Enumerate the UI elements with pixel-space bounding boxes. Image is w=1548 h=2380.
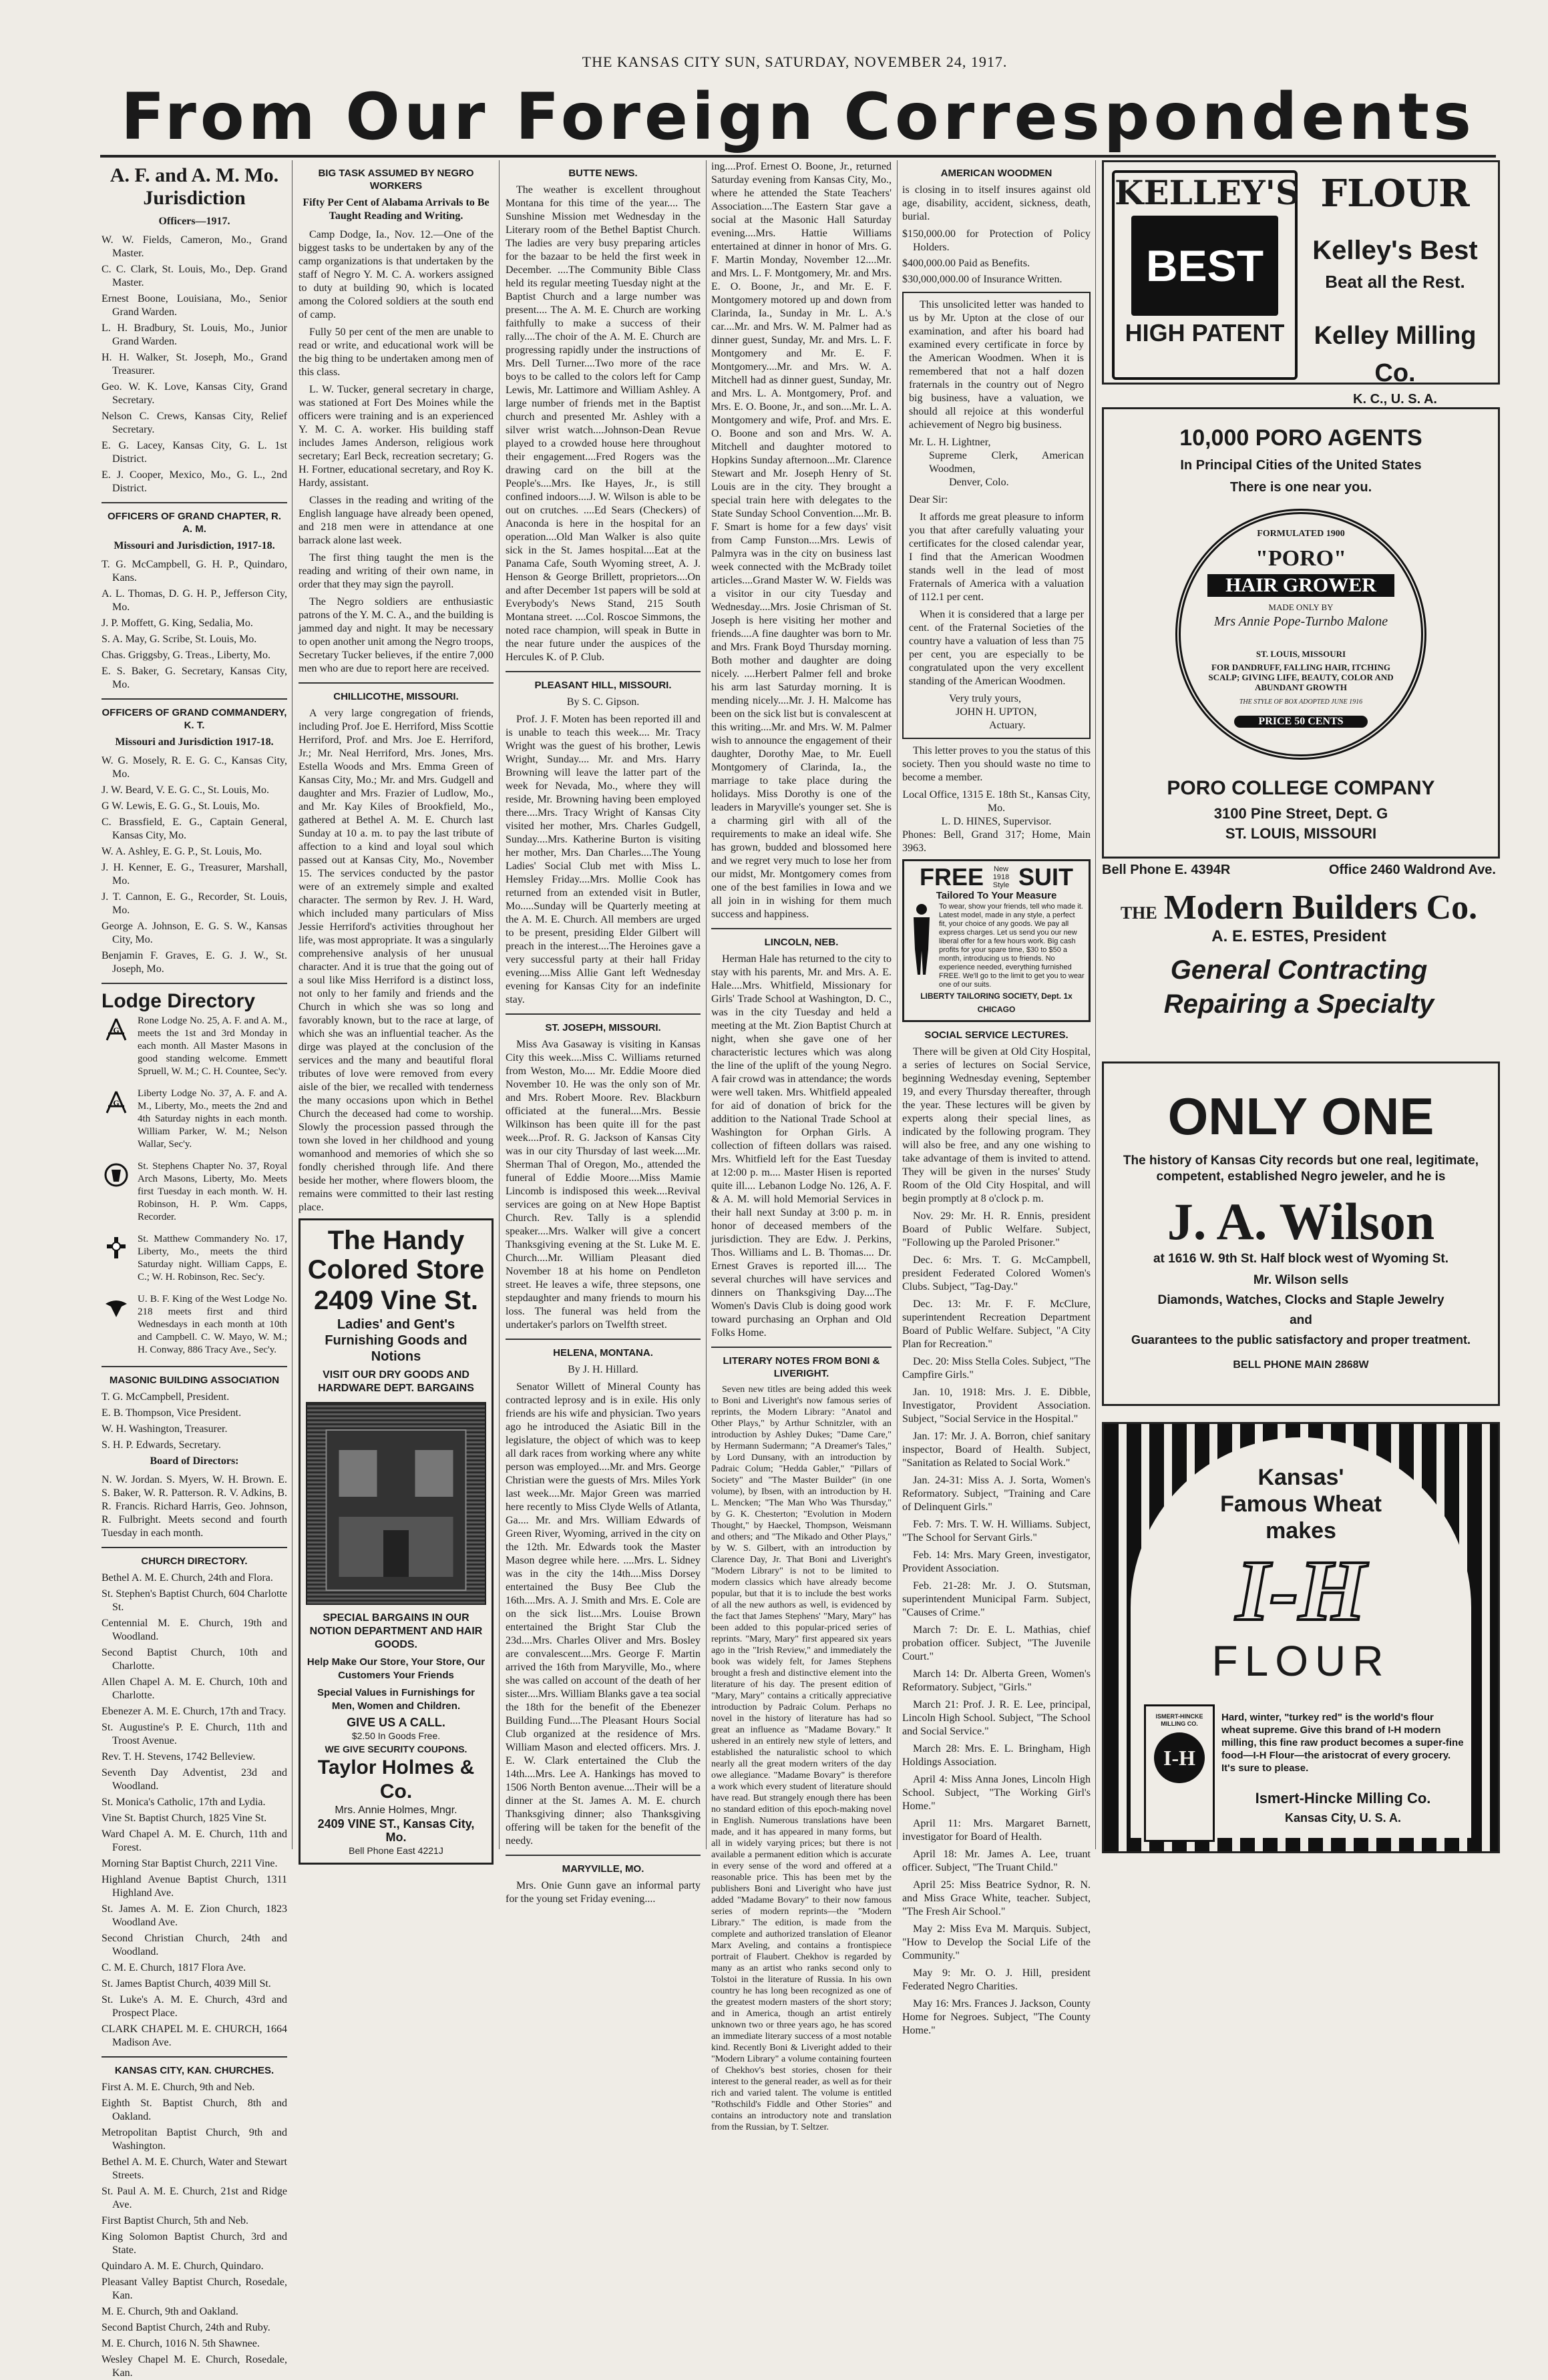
chillicothe-heading: CHILLICOTHE, MISSOURI. (333, 691, 459, 702)
mb-the: THE (1120, 903, 1157, 923)
chapter-entry: S. A. May, G. Scribe, St. Louis, Mo. (102, 634, 257, 645)
article-paragraph: Camp Dodge, Ia., Nov. 12.—One of the biggest tasks to be undertaken by any of the camp organizations is that undertaken by the staff of Negro Y. M. C. A. workers assigned to duty at building 90, which is located among the Colored soldiers at the south end of camp. (299, 229, 494, 320)
helena-byline: By J. H. Hillard. (568, 1364, 638, 1375)
section-rule (299, 682, 494, 684)
church-entry: Ward Chapel A. M. E. Church, 11th and Forest. (102, 1829, 287, 1853)
section-rule (102, 698, 287, 700)
lodge-text: Rone Lodge No. 25, A. F. and A. M., meets the 1st and 3rd Monday in each month. All Master Masons in good standing welcome. Emmett Spruell, W. M.; C. H. Countee, Sec'y. (138, 1015, 287, 1077)
woodmen-phones: Phones: Bell, Grand 317; Home, Main 3963. (902, 829, 1091, 854)
woodmen-closing: Very truly yours, (949, 693, 1021, 704)
woodmen-supervisor: L. D. HINES, Supervisor. (941, 816, 1052, 827)
ad-store-address: 2409 Vine St. (313, 1286, 479, 1315)
square-compass-icon (102, 1088, 131, 1117)
commandery-entry: J. T. Cannon, E. G., Recorder, St. Louis, Mo. (102, 891, 287, 916)
suit-firm: LIBERTY TAILORING SOCIETY, Dept. 1x CHICAGO (920, 991, 1073, 1014)
lodge-directory-title: Lodge Directory (102, 990, 256, 1012)
church-entry: Quindaro A. M. E. Church, Quindaro. (102, 2260, 264, 2272)
board-heading: Board of Directors: (150, 1455, 239, 1467)
pleasant-hill-paragraph: Prof. J. F. Moten has been reported ill and is unable to teach this week.... Mr. Tracy Wright was the guest of his brother, Lewis Wright, Sunday.... Mr. and Mrs. Harry Browning will leave the latter part of the week for Nevada, Mo., where they will reside, Mr. Browning having been employed there....Mrs. Tracy Wright of Kansas City visited her mother, Mrs. Charles Gudgell, Sunday....Mrs. Katherine Burton is visiting her mother, Mrs. Dan Charles....The Young Ladies' Social Club met with Miss L. Hemsley Friday....Mrs. Mollie Cook has returned from an extended visit in Butler, Mo.....Sunday will be Quarterly meeting at the A. M. E. Church. All members are urged to be present, presiding Elder Gilbert will preach in the interest....The Heroines gave a very successful party at their hall Friday evening....Miss Allie Gant left Wednesday evening for Kansas City for an indefinite stay. (506, 714, 701, 1005)
suit-style-label: New 1918 Style (992, 865, 1010, 889)
butte-heading: BUTTE NEWS. (568, 168, 638, 179)
maryville-heading: MARYVILLE, MO. (562, 1863, 644, 1875)
lodge-entry (102, 1233, 287, 1284)
woodmen-local-office: Local Office, 1315 E. 18th St., Kansas City, Mo. (902, 789, 1091, 814)
ad-line: VISIT OUR DRY GOODS AND HARDWARE DEPT. BARGAINS (318, 1369, 474, 1394)
ad-line: GIVE US A CALL. (347, 1716, 445, 1729)
column-rule (897, 160, 898, 1849)
lecture-entry: Jan. 17: Mr. J. A. Borron, chief sanitary inspector, Board of Health. Subject, "Sanitation as Related to Social Work." (902, 1431, 1091, 1469)
lincoln-heading: LINCOLN, NEB. (764, 937, 839, 948)
mb-office: Office 2460 Waldrond Ave. (1328, 863, 1496, 877)
lecture-entry: Jan. 24-31: Miss A. J. Sorta, Women's Reformatory. Subject, "Training and Care of Delinquent Girls." (902, 1475, 1091, 1513)
kelley-best-line: Kelley's Best (1312, 236, 1478, 265)
chapter-entry: E. S. Baker, G. Secretary, Kansas City, Mo. (102, 666, 287, 690)
poro-seal-product: HAIR GROWER (1207, 574, 1394, 597)
lecture-entry: Nov. 29: Mr. H. R. Ennis, president Board of Public Welfare. Subject, "Following up the Paroled Prisoner." (902, 1210, 1091, 1248)
church-entry: Second Baptist Church, 10th and Charlotte. (102, 1647, 287, 1672)
lodge-entry (102, 1160, 287, 1224)
lecture-entry: Dec. 6: Mrs. T. G. McCampbell, president Federated Colored Women's Clubs. Subject, "Tag-Day." (902, 1254, 1091, 1292)
church-entry: St. James Baptist Church, 4039 Mill St. (102, 1978, 271, 1989)
officer-entry: Ernest Boone, Louisiana, Mo., Senior Grand Warden. (102, 293, 287, 318)
lecture-entry: Jan. 10, 1918: Mrs. J. E. Dibble, Investigator, Provident Association. Subject, "Social Service in the Hospital." (902, 1387, 1091, 1425)
section-rule (506, 1855, 701, 1856)
woodmen-box-text: This unsolicited letter was handed to us by Mr. Upton at the close of our examination, and after his board had examined every certificate in force by the American Woodmen. When it is remembered that not a half dozen fraternals in the country out of Negro big business, have a valuation, we should all rejoice at this wonderful achievement of Negro big business. (909, 299, 1084, 431)
woodmen-letter-box (902, 292, 1091, 739)
officers-heading: Officers—1917. (158, 216, 230, 227)
svg-text:G: G (113, 1098, 120, 1108)
st-joseph-paragraph: Miss Ava Gasaway is visiting in Kansas City this week....Miss C. Williams returned from Weston, Mo.... Mr. Eddie Moore died November 10. He was the only son of Mr. and Mrs. Robert Moore. Rev. Blackburn officiated at the funeral....Mrs. Bessie Wilkinson has been quite ill for the past week....Prof. R. G. Jackson of Kansas City was in our city Thursday of last week....Mr. Sherman Thal of Oregon, Mo., attended the funeral of Eddie Moore....Miss Mamie Lincomb is indisposed this week....Revival services are going on at New Hope Baptist Church. Rev. Tally is a splendid speaker....Mrs. Walker will give a concert Thanksgiving evening at the St. Luke M. E. Church....Mr. William Pleasant died November 18 at his home on Pendleton street. He leaves a wife, three stepsons, one stepdaughter and many friends to mourn his loss. The funeral was held from the undertaker's parlors on Twelfth street. (506, 1039, 701, 1331)
poro-seal-signature: Mrs Annie Pope-Turnbo Malone (1213, 614, 1388, 629)
ih-kansas: Kansas' (1257, 1465, 1344, 1490)
article-paragraph: The Negro soldiers are enthusiastic patrons of the Y. M. C. A., and the building is jammed day and night. It may be necessary to open another unit among the Negro troops, Secretary Tucker believes, if the entire 7,000 men who are due to report here are received. (299, 596, 494, 674)
column-masonic (102, 160, 287, 2379)
section-rule (506, 1013, 701, 1015)
poro-seal-price: PRICE 50 CENTS (1234, 716, 1368, 728)
kelley-flour-ad (1102, 160, 1500, 407)
lecture-entry: April 18: Mr. James A. Lee, truant officer. Subject, "The Truant Child." (902, 1849, 1091, 1873)
wilson-sells: Mr. Wilson sells (1253, 1273, 1349, 1287)
chapter-entry: J. P. Moffett, G. King, Sedalia, Mo. (102, 618, 253, 629)
poro-city: ST. LOUIS, MISSOURI (1225, 825, 1377, 842)
wilson-jeweler-ad (1102, 1061, 1500, 1406)
wilson-name: J. A. Wilson (1167, 1192, 1435, 1250)
article-paragraph: Classes in the reading and writing of the English language have already been opened, and 218 men were in attendance at one barrack alone last week. (299, 495, 494, 546)
ih-description: Hard, winter, "turkey red" is the world's flour wheat supreme. Give this brand of I-H modern milling, this fine raw product becomes a super-fine food—I-H Flour—the aristocrat of every grocery. It's sure to please. (1221, 1712, 1464, 1774)
poro-seal-city: ST. LOUIS, MISSOURI (1255, 649, 1346, 659)
church-directory-heading: CHURCH DIRECTORY. (141, 1556, 248, 1567)
st-joseph-heading: ST. JOSEPH, MISSOURI. (545, 1022, 661, 1033)
butte-paragraph: The weather is excellent throughout Montana for this time of the year.... The Sunshine Mission met Wednesday in the Literary room of the Bethel Baptist Church. The ladies are very busy preparing articles for the bazaar to be held the first week in December. ....The Community Bible Class held its regular meeting Tuesday night at the Baptist Church and a large number was present.... The A. M. E. Church are working faithfully to make a success of their rally....The choir of the A. M. E. Church are progressing rapidly under the instructions of Mrs. Dell Turner....Two more of the race boys to be called to the colors left for Camp Lewis, Mr. Lattimore and William Ashley. A large number of friends met in the Baptist church and presented Mr. Ashley with a silver wrist watch....Johnson-Dean Revue played to a crowded house here throughout their engagement....Fred Rogers was the drawing card on the bill at the People's....Mrs. Ike Hayes, Jr., is still confined indoors....J. W. Wilson is able to be out on crutches. ....Ed Sears (Checkers) of Anaconda is here in the hospital for an operation....Old Man Walker is also quite sick in the St. James hospital....Eat at the Panama Cafe, South Wyoming street, A. J. Henson & George Brillett, proprietors....On and after December 1st papers will be sold at Everybody's News Stand, 215 South Montana street. ....Col. Roscoe Simmons, the noted race champion, will speak in Butte in the near future under the auspices of the Hercules K. of P. Club. (506, 184, 701, 663)
lecture-entry: May 9: Mr. O. J. Hill, president Federated Negro Charities. (902, 1967, 1091, 1992)
woodmen-letter-paragraph: When it is considered that a large per cent. of the Fraternal Societies of the country have a valuation of less than 75 per cent, you are especially to be congratulated upon the very excellent standing of the American Woodmen. (909, 609, 1084, 687)
lecture-entry: April 4: Miss Anna Jones, Lincoln High School. Subject, "The Working Girl's Home." (902, 1774, 1091, 1812)
commandery-entry: C. Brassfield, E. G., Captain General, Kansas City, Mo. (102, 816, 287, 841)
storefront-photo (306, 1402, 486, 1605)
officer-entry: Geo. W. K. Love, Kansas City, Grand Secretary. (102, 381, 287, 406)
mba-entry: S. H. P. Edwards, Secretary. (102, 1439, 221, 1451)
masonic-title: A. F. and A. M. Mo. Jurisdiction (110, 164, 279, 209)
helena-heading: HELENA, MONTANA. (553, 1347, 653, 1359)
poro-agents: 10,000 PORO AGENTS (1179, 425, 1422, 451)
lecture-entry: March 28: Mrs. E. L. Bringham, High Holdings Association. (902, 1743, 1091, 1768)
commandery-entry: W. G. Mosely, R. E. G. C., Kansas City, Mo. (102, 755, 287, 780)
chapter-entry: T. G. McCampbell, G. H. P., Quindaro, Kans. (102, 559, 287, 583)
section-rule (711, 1347, 892, 1348)
woodmen-salutation: Dear Sir: (909, 494, 948, 505)
lodge-text: Liberty Lodge No. 37, A. F. and A. M., Liberty, Mo., meets the 2nd and 4th Saturday nights in each month. William Parker, W. M.; Nelson Wallar, Sec'y. (138, 1088, 287, 1150)
kck-churches-heading: KANSAS CITY, KAN. CHURCHES. (114, 2065, 274, 2076)
mb-name: Modern Builders Co. (1163, 889, 1478, 927)
poro-seal-claims: FOR DANDRUFF, FALLING HAIR, ITCHING SCALP; GIVING LIFE, BEAUTY, COLOR AND ABUNDANT GROWTH (1208, 662, 1394, 692)
ih-flour-sack (1144, 1704, 1215, 1842)
section-rule (506, 671, 701, 672)
church-entry: M. E. Church, 9th and Oakland. (102, 2306, 238, 2317)
social-service-heading: SOCIAL SERVICE LECTURES. (924, 1029, 1069, 1041)
ad-store-name: The Handy Colored Store (307, 1226, 485, 1284)
poro-cities: In Principal Cities of the United States (1180, 458, 1422, 473)
article-subheadline: Fifty Per Cent of Alabama Arrivals to Be Taught Reading and Writing. (303, 197, 490, 222)
ad-line: SPECIAL BARGAINS IN OUR NOTION DEPARTMENT AND HAIR GOODS. (309, 1612, 483, 1650)
lecture-entry: Dec. 20: Miss Stella Coles. Subject, "The Campfire Girls." (902, 1356, 1091, 1381)
mba-entry: E. B. Thompson, Vice President. (102, 1407, 242, 1419)
lecture-entry: March 7: Dr. E. L. Mathias, chief probation officer. Subject, "The Juvenile Court." (902, 1624, 1091, 1662)
poro-seal-top: FORMULATED 1900 (1257, 529, 1345, 539)
banner-rule (100, 155, 1496, 158)
ad-firm-address: 2409 VINE ST., Kansas City, Mo. (317, 1817, 475, 1844)
ad-phone: Bell Phone East 4221J (349, 1845, 443, 1856)
lecture-entry: March 21: Prof. J. R. E. Lee, principal, Lincoln High School. Subject, "The School and Social Service." (902, 1699, 1091, 1737)
officer-entry: C. C. Clark, St. Louis, Mo., Dep. Grand Master. (102, 264, 287, 288)
wilson-history: The history of Kansas City records but one real, legitimate, competent, established Negro jeweler, and he is (1123, 1154, 1479, 1184)
mba-heading: MASONIC BUILDING ASSOCIATION (109, 1375, 280, 1386)
ih-flour-ad (1102, 1422, 1500, 1853)
maryville-paragraph: Mrs. Onie Gunn gave an informal party for the young set Friday evening.... (506, 1880, 701, 1905)
ad-manager: Mrs. Annie Holmes, Mngr. (335, 1805, 457, 1816)
lecture-entry: May 2: Miss Eva M. Marquis. Subject, "How to Develop the Social Life of the Community." (902, 1923, 1091, 1961)
commandery-entry: J. H. Kenner, E. G., Treasurer, Marshall, Mo. (102, 862, 287, 887)
ad-line: $2.50 In Goods Free. (351, 1730, 441, 1741)
column-camp-dodge (299, 160, 494, 1856)
suit-tailored: Tailored To Your Measure (936, 890, 1057, 901)
wilson-only-one: ONLY ONE (1167, 1087, 1434, 1146)
svg-text:G: G (113, 1025, 120, 1035)
officer-entry: W. W. Fields, Cameron, Mo., Grand Master. (102, 234, 287, 259)
mb-general-contracting: General Contracting (1170, 955, 1428, 985)
chapter-entry: A. L. Thomas, D. G. H. P., Jefferson City, Mo. (102, 588, 287, 613)
article-headline: BIG TASK ASSUMED BY NEGRO WORKERS (318, 168, 474, 192)
chapter-entry: Chas. Griggsby, G. Treas., Liberty, Mo. (102, 650, 271, 661)
ih-sack-label: ISMERT-HINCKE MILLING CO. (1155, 1713, 1203, 1727)
column-maryville-continued (711, 160, 892, 2132)
commandery-heading: OFFICERS OF GRAND COMMANDERY, K. T. (102, 707, 287, 731)
church-entry: St. Stephen's Baptist Church, 604 Charlotte St. (102, 1588, 287, 1613)
church-entry: Bethel A. M. E. Church, Water and Stewart Streets. (102, 2156, 287, 2181)
ih-sack-logo-icon (1149, 1728, 1209, 1788)
woodmen-address: Denver, Colo. (949, 477, 1009, 488)
church-entry: C. M. E. Church, 1817 Flora Ave. (102, 1962, 246, 1973)
kelley-best: BEST (1145, 241, 1264, 290)
column-rule (706, 160, 707, 1849)
mba-entry: T. G. McCampbell, President. (102, 1391, 230, 1403)
suited-man-icon (908, 903, 935, 989)
poro-seal-made: MADE ONLY BY (1268, 602, 1334, 612)
poro-near: There is one near you. (1229, 480, 1372, 495)
chillicothe-paragraph: A very large congregation of friends, including Prof. Joe E. Herriford, Miss Scottie Herriford, Prof. and Mrs. Joe E. Herriford, Jr.; Mr. Neal Herriford, Mrs. Jones, Mrs. Estella Woods and Mrs. Emma Green of Kansas City, Mo.; Mr. and Mrs. Gudgell and daughter and Mrs. Frazier of Ludlow, Mo., and Mr. Kay Kiles of Brookfield, Mo., gathered at Bethel A. M. E. Church last Sunday at 10 a. m. to pay the last tribute of affection to a kind and loyal soul which passed out at Kansas City, Mo., November 15. The services conducted by the pastor were of an extremely simple and exalted character. The sermon by Rev. J. H. Ward, which included many particulars of Miss Jessie Herriford's activities throughout her life, was most appropriate. It was a singularly comprehensive analysis of her unusual character. And it is true that the going out of a soul like Miss Herriford is a distinct loss, not only to her family and friends and the Church in which she was so long and favorably known, but to the race at large, of which she was an influential teacher. As the dirge was played at the conclusion of the services and the many and beautiful floral tributes of love were removed from every aisle of the bier, we recalled with tenderness the many occasions upon which in Bethel Church the deceased had come to worship. Slowly the procession passed through the town she loved in her childhood and young womanhood and memories of which she so fondly cherished through life. And there beside her mother, where flowers bloom, the remains were committed to their last resting place. (299, 708, 494, 1213)
church-entry: St. James A. M. E. Zion Church, 1823 Woodland Ave. (102, 1903, 287, 1928)
ad-line: Special Values in Furnishings for Men, Women and Children. (317, 1687, 475, 1712)
woodmen-figure: $150,000.00 for Protection of Policy Holders. (902, 228, 1091, 253)
church-entry: St. Luke's A. M. E. Church, 43rd and Prospect Place. (102, 1994, 287, 2019)
officer-entry: E. J. Cooper, Mexico, Mo., G. L., 2nd District. (102, 469, 287, 494)
woodmen-figure: $400,000.00 Paid as Benefits. (902, 258, 1030, 269)
church-entry: St. Augustine's P. E. Church, 11th and Troost Avenue. (102, 1722, 287, 1746)
ih-firm: Ismert-Hincke Milling Co. (1221, 1790, 1465, 1807)
officer-entry: Nelson C. Crews, Kansas City, Relief Secretary. (102, 411, 287, 435)
column-rule (292, 160, 293, 1849)
commandery-subheading: Missouri and Jurisdiction 1917-18. (115, 736, 274, 748)
commandery-entry: Benjamin F. Graves, E. G. J. W., St. Joseph, Mo. (102, 950, 287, 975)
section-rule (102, 1366, 287, 1367)
ad-line: Help Make Our Store, Your Store, Our Customers Your Friends (307, 1656, 486, 1681)
wilson-goods: Diamonds, Watches, Clocks and Staple Jewelry (1157, 1293, 1444, 1307)
square-compass-icon (102, 1015, 131, 1044)
commandery-entry: J. W. Beard, V. E. G. C., St. Louis, Mo. (102, 784, 269, 796)
chapter-subheading: Missouri and Jurisdiction, 1917-18. (114, 540, 275, 551)
suit-suit-label: SUIT (1018, 863, 1074, 891)
church-entry: Centennial M. E. Church, 19th and Woodland. (102, 1618, 287, 1642)
woodmen-letter-paragraph: It affords me great pleasure to inform you that after carefully valuating your certificates for the closed calendar year, I find that the American Woodmen stands well in the lead of most Fraternals of America with a valuation of 112.1 per cent. (909, 511, 1084, 603)
poro-street: 3100 Pine Street, Dept. G (1213, 805, 1388, 822)
church-entry: Metropolitan Baptist Church, 9th and Washington. (102, 2127, 287, 2152)
lodge-entry (102, 1293, 287, 1357)
church-entry: Bethel A. M. E. Church, 24th and Flora. (102, 1572, 273, 1584)
ad-line: Ladies' and Gent's Furnishing Goods and Notions (325, 1317, 467, 1364)
kelley-mill: Kelley Milling Co. (1314, 322, 1477, 387)
lecture-entry: March 14: Dr. Alberta Green, Women's Reformatory. Subject, "Girls." (902, 1668, 1091, 1693)
suit-free-label: FREE (919, 863, 984, 891)
lodge-entry (102, 1015, 287, 1078)
section-rule (711, 928, 892, 929)
section-rule (506, 1339, 701, 1340)
officer-entry: L. H. Bradbury, St. Louis, Mo., Junior Grand Warden. (102, 322, 287, 347)
lecture-entry: Feb. 14: Mrs. Mary Green, investigator, Provident Association. (902, 1550, 1091, 1574)
literary-notes-heading: LITERARY NOTES FROM BONI & LIVERIGHT. (723, 1355, 880, 1379)
free-suit-ad (902, 859, 1091, 1022)
kelley-high-patent: HIGH PATENT (1125, 319, 1285, 346)
section-rule (102, 1547, 287, 1548)
church-entry: King Solomon Baptist Church, 3rd and State. (102, 2231, 287, 2256)
section-rule (102, 2056, 287, 2058)
woodmen-address: Mr. L. H. Lightner, (909, 437, 991, 448)
officer-entry: H. H. Walker, St. Joseph, Mo., Grand Treasurer. (102, 352, 287, 377)
helena-paragraph: Senator Willett of Mineral County has contracted leprosy and is in exile. His only friends are his wife and physician. Two years ago he introduced the Asiatic Bill in the legislature, the object of which was to keep all dark races from working where any white person was employed....Mr. and Mrs. George Christian were the guests of Mrs. Miles York last week....Mr. Major Green was married here recently to Miss Clyde Wells of Atlanta, Ga.... Mr. and Mrs. William Edwards of Green River, Wyoming, arrived in the city on the 12th. Mr. Edwards took the Master Mason degree while here. ....Mrs. L. Sidney was in the city the 14th....Miss Dorsey entertained the Busy Bee Club the 16th....Mrs. A. J. Smith and Mrs. E. Cole are on the sick list....Mrs. Louise Brown entertained the Bright Star Club the 23d....Mrs. Charles Oliver and Mrs. Bosley are convalescent....Mrs. George F. Martin arrived the 16th from Maryville, Mo., where she was called on account of the death of her sister....Mrs. William Blanks gave a tea social the 18th for the benefit of the Ebenezer Building Fund....The Pleasant Hours Social Club organized at the residence of Mrs. William Mason and elected officers. Mrs. J. E. W. Clark entertained the Club the 14th....Mrs. Lee A. Hankings has moved to 1506 North Benton avenue....Their will be a dinner at the St. James A. M. E. church Thanksgiving dinner; also Thanksgiving offering will be taken for the benefit of the needy. (506, 1381, 701, 1847)
woodmen-intro: is closing in to itself insures against old age, disability, accident, sickness, death, burial. (902, 184, 1091, 222)
mb-president: A. E. ESTES, President (1211, 927, 1386, 945)
church-entry: Seventh Day Adventist, 23d and Woodland. (102, 1767, 287, 1792)
church-entry: M. E. Church, 1016 N. 5th Shawnee. (102, 2338, 260, 2349)
woodmen-closing: JOHN H. UPTON, (956, 706, 1037, 718)
lecture-entry: Feb. 7: Mrs. T. W. H. Williams. Subject, "The School for Servant Girls." (902, 1519, 1091, 1543)
poro-seal-brand: "PORO" (1255, 546, 1346, 571)
lecture-entry: April 11: Mrs. Margaret Barnett, investigator for Board of Health. (902, 1818, 1091, 1843)
woodmen-figure: $30,000,000.00 of Insurance Written. (902, 274, 1062, 285)
poro-company: PORO COLLEGE COMPANY (1167, 777, 1435, 799)
ih-wheat: Famous Wheat (1220, 1491, 1382, 1517)
pleasant-hill-byline: By S. C. Gipson. (566, 696, 640, 708)
wilson-guarantee: Guarantees to the public satisfactory and proper treatment. (1131, 1333, 1471, 1347)
mba-entry: W. H. Washington, Treasurer. (102, 1423, 228, 1435)
poro-seal (1175, 509, 1426, 760)
church-entry: Second Baptist Church, 24th and Ruby. (102, 2322, 270, 2333)
pleasant-hill-heading: PLEASANT HILL, MISSOURI. (534, 680, 672, 691)
wilson-and: and (1290, 1313, 1312, 1327)
kelley-flour: FLOUR (1320, 172, 1470, 216)
section-rule (102, 983, 287, 984)
maryville-continued-paragraph: ing....Prof. Ernest O. Boone, Jr., returned Saturday evening from Kansas City, Mo., where he attended the State Teachers' Association....The Eastern Star gave a social at the Masonic Hall Saturday evening....Mrs. Hattie Williams entertained at dinner in honor of Mrs. G. F. Martin Monday, November 12....Mr. and Mrs. L. F. Montgomery, Mr. and Mrs. E. O. Boone, Jr., and Mr. E. F. Montgomery motored up and down from Clarinda, Ia., Sunday in Mr. L. A.'s car....Mr. and Mrs. W. M. Palmer had as dinner guest, Sunday, Mr. and Mrs. L. F. Montgomery and Mr. E. F. Montgomery....Mr. and Mrs. W. A. Mitchell had as dinner guest, Sunday, Mr. and Mrs. L. A. Montgomery, Prof. and Mrs. E. O. Boone, Jr., and son....Mr. L. A. Montgomery and wife, Prof. and Mrs. E. O. Boone and son and Mrs. W. A. Mitchell and daughter motored to Hopkins Sunday afternoon...Mr. Clarence Stewart and Mr. Joseph Henry of St. Louis are in the city. They brought a special train here with delegates to the State Sunday School Convention....Mr. B. F. Smart is home for a few days' visit from Camp Funston....Mrs. Lewis of Palmyra was in the city on business last week connected with the McBrady toilet articles....Grand Master W. W. Fields was a visitor in our city Tuesday and Wednesday....Mrs. Josie Chrisman of St. Joseph is here visiting her mother and friends....A fine daughter was born to Mr. and Mrs. Frank Boyd Thursday morning. Both mother and daughter are doing nicely. ....Herbert Palmer fell and broke his arm last Saturday morning. It is mending nicely....Mr. J. H. Malcome has been on the sick list but is convalescent at this writing....Mr. and Mrs. W. M. Palmer wish to announce the engagement of their daughter, Dorothy Mae, to Mr. Euell Montgomery of Clarinda, Ia., the marriage to take place during the holidays. Miss Dorothy is one of the leaders in Maryville's younger set. She is a charming girl with all of the requirements to make an ideal wife. She has grown, budded and blossomed here and we regret very much to lose her from our midst, Mr. Montgomery comes from one of the best families in Iowa and we all join in in wishing for them much success and happiness. (711, 161, 892, 920)
lincoln-paragraph: Herman Hale has returned to the city to stay with his parents, Mr. and Mrs. A. E. Hale....Mrs. Whitfield, Missionary for Girls' Trade School at Washington, D. C., was in the city Tuesday and held a meeting at the Mt. Zion Baptist Church at night, when she gave one of her characteristic lectures which was along the line of the uplift of the young Negro. A fair crowd was in attendance; the words were well taken. Mrs. Whitfield appealed for aid of donation of brick for the addition to the National Trade School at Washington for Orphan Girls. A collection of fifteen dollars was raised. Mrs. Whitfield left for the East Tuesday at 12:00 p. m.... Master Hisen is reported quite ill.... Lebanon Lodge No. 126, A. F. & A. M. will hold Memorial Services in their hall next Sunday at 3:00 p. m. in honor of deceased members of the jurisdiction. They are Edw. J. Perkins, Thos. Williams and L. B. Thomas.... Dr. Ernest Graves is reported ill.... The several churches will have services and dinners on Thanksgiving Day....The Women's Davis Club is doing good work toward purchasing an Orphan and Old Folks Home. (711, 953, 892, 1339)
kelley-name: KELLEY'S (1115, 173, 1300, 212)
handy-store-ad (299, 1218, 494, 1865)
article-paragraph: Fully 50 per cent of the men are unable to read or write, and educational work will be the big thing to be undertaken among men of this class. (299, 326, 494, 378)
church-entry: St. Paul A. M. E. Church, 21st and Ridge Ave. (102, 2186, 287, 2210)
mb-repairing: Repairing a Specialty (1163, 989, 1434, 1019)
woodmen-heading: AMERICAN WOODMEN (940, 168, 1052, 179)
commandery-entry: W. A. Ashley, E. G. P., St. Louis, Mo. (102, 846, 262, 857)
ih-flour: FLOUR (1211, 1637, 1390, 1685)
kelley-slogan: Beat all the Rest. (1325, 272, 1465, 292)
column-butte-news (506, 160, 701, 1905)
cross-crown-icon (102, 1233, 131, 1262)
keystone-icon (102, 1160, 131, 1190)
column-rule (1095, 160, 1096, 1849)
church-entry: Highland Avenue Baptist Church, 1311 Highland Ave. (102, 1874, 287, 1899)
lodge-entry (102, 1088, 287, 1151)
commandery-entry: George A. Johnson, E. G. S. W., Kansas City, Mo. (102, 921, 287, 945)
kelley-city: K. C., U. S. A. (1353, 392, 1437, 407)
kelley-badge (1112, 170, 1298, 380)
church-entry: Second Christian Church, 24th and Woodland. (102, 1933, 287, 1957)
column-rule (499, 160, 500, 1849)
woodmen-closing: Actuary. (989, 720, 1026, 731)
ih-city: Kansas City, U. S. A. (1221, 1811, 1465, 1825)
eagle-icon (102, 1293, 131, 1323)
poro-seal-style: THE STYLE OF BOX ADOPTED JUNE 1916 (1239, 698, 1363, 706)
lecture-entry: Feb. 21-28: Mr. J. O. Stutsman, superintendent Municipal Farm. Subject, "Causes of Crime." (902, 1580, 1091, 1618)
church-entry: CLARK CHAPEL M. E. CHURCH, 1664 Madison Ave. (102, 2024, 287, 2048)
mb-phone: Bell Phone E. 4394R (1102, 863, 1231, 877)
modern-builders-ad (1102, 888, 1496, 1048)
article-paragraph: The first thing taught the men is the reading and writing of their own name, in order that they may sign the payroll. (299, 552, 494, 590)
church-entry: Allen Chapel A. M. E. Church, 10th and Charlotte. (102, 1676, 287, 1701)
ad-line: WE GIVE SECURITY COUPONS. (325, 1744, 467, 1754)
page-folio: THE KANSAS CITY SUN, SATURDAY, NOVEMBER 24, 1917. (582, 53, 1008, 70)
board-members: N. W. Jordan. S. Myers, W. H. Brown. E. S. Baker, W. R. Patterson. R. V. Adkins, B. R. Francis. Richard Harris, Geo. Johnson, R. Fulbright. Meets second and fourth Tuesday in each month. (102, 1474, 287, 1539)
church-entry: First Baptist Church, 5th and Neb. (102, 2215, 248, 2226)
church-entry: Eighth St. Baptist Church, 8th and Oakland. (102, 2098, 287, 2122)
woodmen-address: Supreme Clerk, American Woodmen, (929, 450, 1084, 475)
church-entry: Vine St. Baptist Church, 1825 Vine St. (102, 1813, 267, 1824)
page-banner: From Our Foreign Correspondents (121, 79, 1475, 154)
church-entry: Rev. T. H. Stevens, 1742 Belleview. (102, 1751, 256, 1762)
wilson-phone: BELL PHONE MAIN 2868W (1233, 1359, 1369, 1371)
lecture-entry: April 25: Miss Beatrice Sydnor, R. N. and Miss Grace White, teacher. Subject, "The Fresh Air School." (902, 1879, 1091, 1917)
article-paragraph: L. W. Tucker, general secretary in charge, was stationed at Fort Des Moines while the officers were training and is an experienced Y. M. C. A. worker. His building staff includes James Anderson, religious work secretary; Earl Beck, recreation secretary; G. H. Fortner, educational secretary, and Roy K. Hardy, assistant. (299, 384, 494, 489)
literary-notes-paragraph: Seven new titles are being added this week to Boni and Liveright's now famous series of reprints, the Modern Library: "Anatol and Other Plays," by Arthur Schnitzler, with an introduction by Ashley Dukes; "Dame Care," by Hermann Sudermann; "A Dreamer's Tales," by Lord Dunsany, with an introduction by Padraic Colum; "Hedda Gabler," "Pillars of Society" and "The Master Builder" (in one volume), by Ibsen, with an introduction by H. L. Mencken; "The Man Who Was Thursday," by G. K. Chesterton; "Evolution in Modern Thought," by Haeckel, Thompson, Weismann and others; and "The Mikado and Other Plays," by W. S. Gilbert, with an introduction by Clarence Day, Jr. That Boni and Liveright's "Modern Library" is not to be limited to modern classics which have already become popular, but that it is to include the best works of all the new authors as well, is evidenced by the fact that James Stephens' "Mary, Mary" has been added to this popular-priced series of reprints. "Mary, Mary" first appeared six years ago in the "Irish Review," and immediately the book was widely felt, for James Stephens brought a fresh and distinctive element into the literature of his day. The present edition of "Mary, Mary" contains a critically appreciative introduction by Padraic Colum. Perhaps no novel in the history of literature has had so great an influence as "Madame Bovary." It ushered in an entirely new style of letters, and established the naturalistic school to which nearly all the great modern writers of the day owe allegiance. "Madame Bovary" is therefore a work which every student of literature should have read. But strangely enough there has been no standard edition of this epoch-making novel in English. Numerous translations have been made, and it has appeared in many forms, but all in widely varying prices; but there is not available a permanent edition which is accurate in every sense of the word and offered at a reasonable price. This has been met by the publishers Boni and Liveright who have just added "Madame Bovary" to their now famous series of modern reprints—the "Modern Library." The edition, is made from the complete and authorized translation of Eleanor Marx Aveling, and contains a frontispiece portrait of Flaubert. Chekhov is regarded by many as an artist who ranks second only to Tolstoi in the literature of Russia. In his own country he has long been recognized as one of the greatest modern masters of the short story; and in America, though an artist entirely unknown two or three years ago, he has scored an immediate literary success of a most notable kind. Recently Boni & Liveright added to their "Modern Library" a volume containing fourteen of Chekhov's best stories, chosen for their interest to the general reader, as well as for their rich and varied talent. The volume is entitled "Rothschild's Fiddle and Other Stories" and contains an introductory note and translation from the Russian, by T. Seltzer. (711, 1385, 892, 2132)
svg-text:I-H: I-H (1163, 1746, 1195, 1770)
social-service-intro: There will be given at Old City Hospital, a series of lectures on Social Service, beginning Wednesday evening, September 19, and every Thursday thereafter, through the year. These lectures will be given by experts along their special lines, as indicated by the following program. They will also be free, and any one wishing to take advantage of them is invited to attend. They will be given in the nurses' Study Room of the Old City Hospital, and will begin promptly at 8 o'clock p. m. (902, 1046, 1091, 1204)
woodmen-after: This letter proves to you the status of this society. Then you should waste no time to become a member. (902, 745, 1091, 783)
church-entry: St. Monica's Catholic, 17th and Lydia. (102, 1797, 266, 1808)
lecture-entry: May 16: Mrs. Frances J. Jackson, County Home for Negroes. Subject, "The County Home." (902, 1998, 1091, 2036)
chapter-heading: OFFICERS OF GRAND CHAPTER, R. A. M. (107, 511, 281, 535)
church-entry: Ebenezer A. M. E. Church, 17th and Tracy. (102, 1706, 286, 1717)
lodge-text: St. Matthew Commandery No. 17, Liberty, Mo., meets the third Saturday night. William Capps, E. C.; W. H. Robinson, Rec. Sec'y. (138, 1234, 287, 1282)
modern-builders-phone-row (1102, 863, 1496, 883)
officer-entry: E. G. Lacey, Kansas City, G. L. 1st District. (102, 440, 287, 465)
lodge-text: St. Stephens Chapter No. 37, Royal Arch Masons, Liberty, Mo. Meets first Tuesday in each month. W. H. Robinson, H. P. Wm. Capps, Recorder. (138, 1161, 287, 1222)
suit-body: To wear, show your friends, tell who made it. Latest model, made in any style, a perfect fit, your choice of any goods. We pay all express charges. Let us send you our new liberal offer for a few hours work. Big cash profits for your spare time, $30 to $50 a month, introducing us to friends. No experience needed, everything furnished FREE. We'll go to the limit to get you to wear one of our suits. (939, 903, 1085, 989)
church-entry: Wesley Chapel M. E. Church, Rosedale, Kan. (102, 2354, 287, 2379)
lodge-text: U. B. F. King of the West Lodge No. 218 meets first and third Wednesdays in each month at 10th and Campbell. C. W. Mayo, W. M.; H. Conway, 886 Tracy Ave., Sec'y. (138, 1294, 287, 1355)
column-woodmen (902, 160, 1091, 2036)
ih-makes: makes (1266, 1518, 1336, 1543)
ih-logo: I-H (1235, 1543, 1366, 1639)
wilson-address: at 1616 W. 9th St. Half block west of Wyoming St. (1153, 1252, 1448, 1266)
kelley-best-panel (1131, 216, 1278, 316)
section-rule (102, 502, 287, 503)
commandery-entry: G W. Lewis, E. G. G., St. Louis, Mo. (102, 800, 260, 812)
ad-firm-name: Taylor Holmes & Co. (317, 1756, 475, 1803)
poro-ad (1102, 407, 1500, 859)
church-entry: First A. M. E. Church, 9th and Neb. (102, 2082, 255, 2093)
church-entry: Morning Star Baptist Church, 2211 Vine. (102, 1858, 278, 1869)
lecture-entry: Dec. 13: Mr. F. F. McClure, superintendent Recreation Department Board of Public Welfare. Subject, "A City Plan for Recreation." (902, 1298, 1091, 1350)
church-entry: Pleasant Valley Baptist Church, Rosedale, Kan. (102, 2277, 287, 2301)
